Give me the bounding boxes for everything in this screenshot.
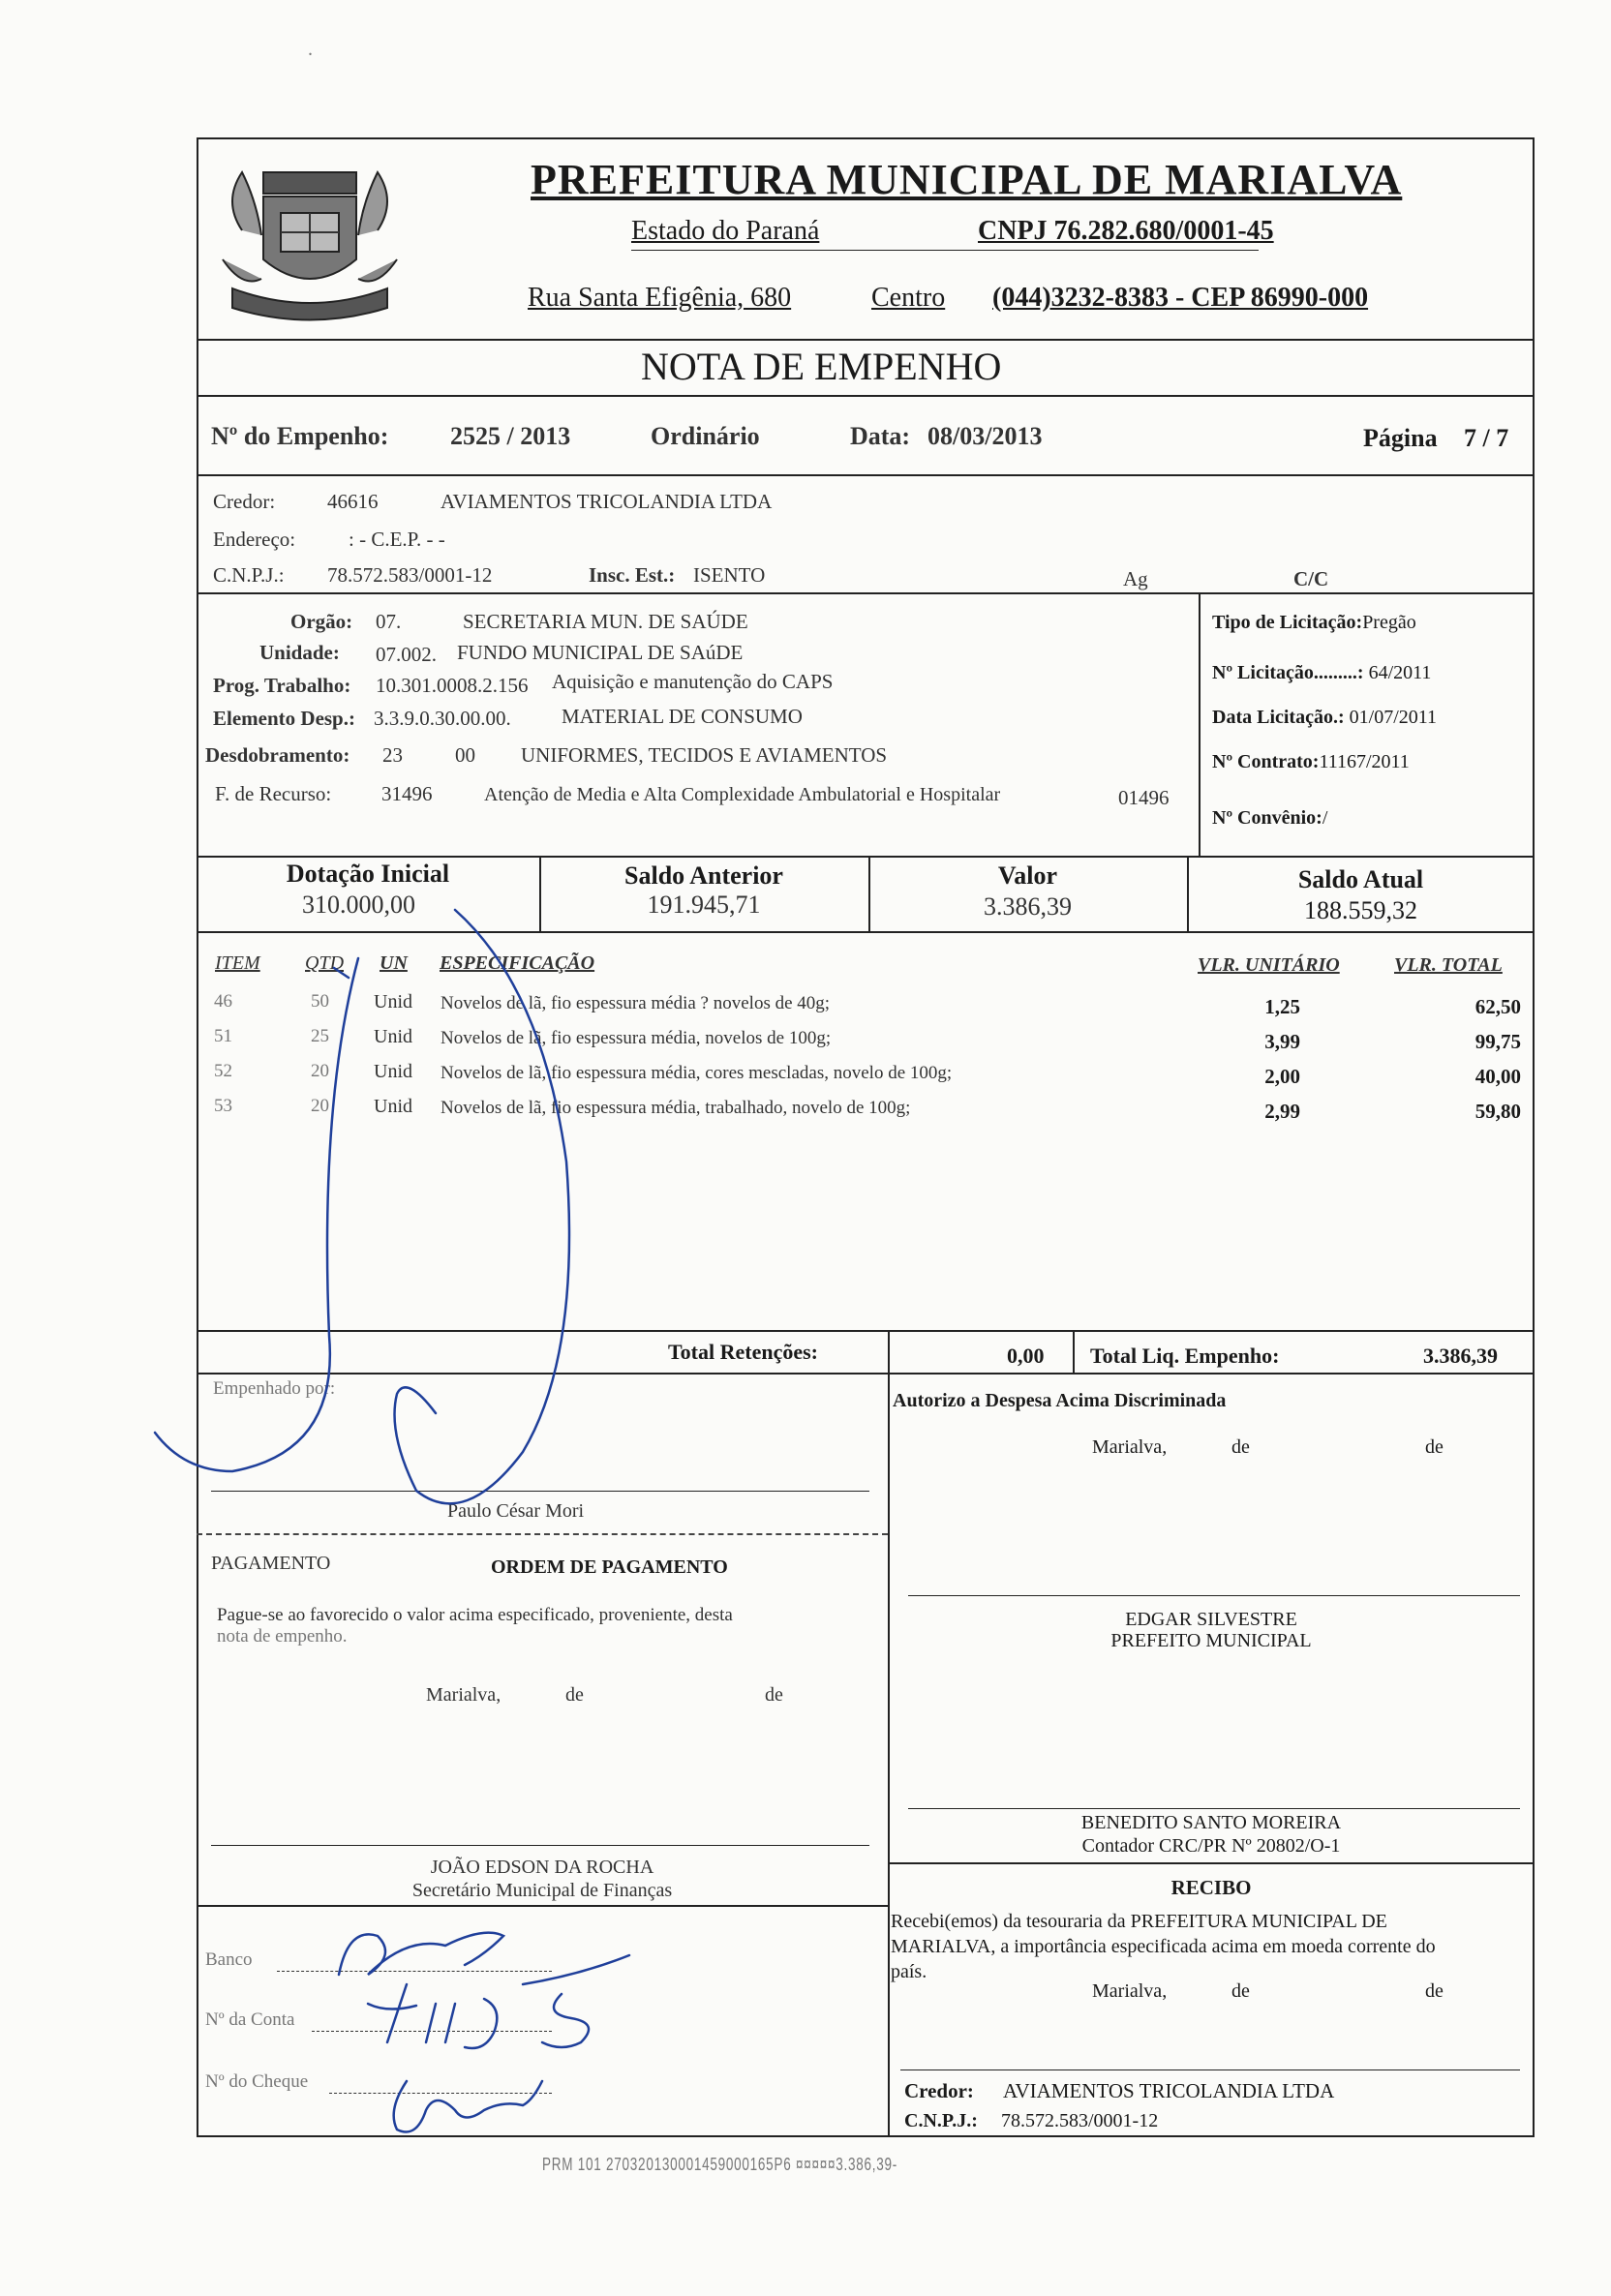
col-spec: ESPECIFICAÇÃO xyxy=(440,952,595,974)
divider xyxy=(888,1862,1535,1864)
divider xyxy=(197,592,1535,594)
total-retencoes-label: Total Retenções: xyxy=(668,1340,818,1364)
header-state: Estado do Paraná xyxy=(631,216,820,246)
conta-label: Nº da Conta xyxy=(205,2009,295,2030)
cnpj-label: C.N.P.J.: xyxy=(213,563,285,587)
recibo-text3: país. xyxy=(891,1961,927,1982)
empenho-date-label: Data: xyxy=(850,422,911,450)
col-item: ITEM xyxy=(215,952,260,974)
item-spec: Novelos de lã, fio espessura média, cores mescladas, novelo de 100g; xyxy=(441,1063,953,1083)
recibo-de1: de xyxy=(1231,1980,1250,2002)
prog-code: 10.301.0008.2.156 xyxy=(376,674,529,697)
contrato: Nº Contrato:11167/2011 xyxy=(1212,751,1410,772)
tipo-licitacao-label: Tipo de Licitação:Pregão xyxy=(1212,612,1416,633)
total-retencoes: 0,00 xyxy=(1007,1344,1045,1368)
contador-name: BENEDITO SANTO MOREIRA xyxy=(1080,1812,1342,1833)
conta-line xyxy=(312,2031,552,2032)
cheque-line xyxy=(329,2093,552,2094)
fonte-ref: 01496 xyxy=(1118,786,1170,809)
divider xyxy=(197,856,1535,858)
recibo-credor: AVIAMENTOS TRICOLANDIA LTDA xyxy=(1003,2079,1335,2102)
item-un: Unid xyxy=(374,1026,412,1047)
divider-vertical xyxy=(1199,592,1201,856)
item-qtd: 20 xyxy=(311,1096,329,1116)
saldo-atual-label: Saldo Atual xyxy=(1297,865,1424,893)
footer-code: PRM 101 270320130001459000165P6 ¤¤¤¤¤3.386,39- xyxy=(542,2155,898,2174)
table-row xyxy=(197,1057,1535,1092)
fonte-label: F. de Recurso: xyxy=(215,782,332,805)
divider xyxy=(197,1330,1535,1332)
num-licitacao: Nº Licitação.........: 64/2011 xyxy=(1212,662,1432,683)
header-title: PREFEITURA MUNICIPAL DE MARIALVA xyxy=(531,156,1403,203)
item-number: 52 xyxy=(214,1061,232,1081)
pagamento-label: PAGAMENTO xyxy=(211,1553,331,1574)
banco-label: Banco xyxy=(205,1949,253,1970)
elem-label: Elemento Desp.: xyxy=(213,707,355,730)
signature-line xyxy=(908,1808,1520,1809)
divider xyxy=(197,1905,888,1907)
credor-code: 46616 xyxy=(327,490,379,513)
recibo-text2: MARIALVA, a importância especificada acima em moeda corrente do xyxy=(891,1936,1436,1957)
pagamento-text2: nota de empenho. xyxy=(217,1626,348,1646)
elem-code: 3.3.9.0.30.00.00. xyxy=(374,707,511,730)
divider xyxy=(197,1533,888,1535)
coat-of-arms-logo xyxy=(203,143,416,337)
unidade-label: Unidade: xyxy=(259,641,340,664)
recibo-cnpj-label: C.N.P.J.: xyxy=(904,2110,978,2131)
divider xyxy=(197,1373,1535,1375)
divider xyxy=(197,339,1535,341)
divider xyxy=(197,395,1535,397)
elem-name: MATERIAL DE CONSUMO xyxy=(562,705,803,728)
secretario-role: Secretário Municipal de Finanças xyxy=(411,1880,673,1901)
autorizo-de2: de xyxy=(1425,1436,1444,1458)
item-unit-value: 3,99 xyxy=(1264,1030,1300,1053)
empenho-date: 08/03/2013 xyxy=(927,422,1043,450)
desd-code: 23 xyxy=(382,743,403,767)
header-address: Rua Santa Efigênia, 680 xyxy=(528,283,792,313)
ordem-pagamento-title: ORDEM DE PAGAMENTO xyxy=(491,1556,728,1578)
recibo-place: Marialva, xyxy=(1092,1980,1168,2002)
autorizo-place: Marialva, xyxy=(1092,1436,1168,1458)
empenho-type: Ordinário xyxy=(651,422,760,450)
data-licitacao: Data Licitação.: 01/07/2011 xyxy=(1212,707,1438,728)
orgao-label: Orgão: xyxy=(290,610,353,633)
saldo-anterior: 191.945,71 xyxy=(647,891,761,919)
item-qtd: 50 xyxy=(311,991,329,1012)
scan-mark: . xyxy=(308,39,313,60)
item-total-value: 40,00 xyxy=(1474,1065,1521,1088)
item-un: Unid xyxy=(374,1061,412,1082)
divider xyxy=(197,931,1535,933)
autorizo-title: Autorizo a Despesa Acima Discriminada xyxy=(893,1390,1227,1411)
fonte-name: Atenção de Media e Alta Complexidade Ambulatorial e Hospitalar xyxy=(484,784,1001,805)
item-number: 53 xyxy=(214,1096,232,1116)
empenhado-label: Empenhado por: xyxy=(213,1378,336,1399)
pagamento-de2: de xyxy=(765,1684,783,1706)
header-district: Centro xyxy=(871,283,946,313)
signature-line xyxy=(908,1595,1520,1596)
item-unit-value: 2,00 xyxy=(1264,1065,1300,1088)
valor: 3.386,39 xyxy=(984,892,1072,921)
item-unit-value: 1,25 xyxy=(1264,995,1300,1018)
cheque-label: Nº do Cheque xyxy=(205,2071,309,2092)
item-number: 46 xyxy=(214,991,232,1012)
credor-label: Credor: xyxy=(213,490,276,513)
col-qtd: QTD xyxy=(305,952,345,974)
unidade-code: 07.002. xyxy=(376,643,437,666)
total-liq: 3.386,39 xyxy=(1423,1344,1498,1368)
header-underline xyxy=(631,250,1259,251)
banco-line xyxy=(277,1971,552,1972)
col-un: UN xyxy=(380,952,408,974)
prefeito-name: EDGAR SILVESTRE xyxy=(1125,1609,1297,1630)
orgao-code: 07. xyxy=(376,610,402,633)
col-total: VLR. TOTAL xyxy=(1394,954,1503,976)
cc-label: C/C xyxy=(1293,567,1329,590)
pagamento-de1: de xyxy=(565,1684,584,1706)
item-un: Unid xyxy=(374,991,412,1012)
endereco-label: Endereço: xyxy=(213,528,296,551)
prog-label: Prog. Trabalho: xyxy=(213,674,351,697)
recibo-credor-label: Credor: xyxy=(904,2079,974,2102)
doc-title: NOTA DE EMPENHO xyxy=(641,345,1002,388)
dotacao-inicial-label: Dotação Inicial xyxy=(286,860,450,888)
desd-label: Desdobramento: xyxy=(205,743,350,767)
credor-cnpj: 78.572.583/0001-12 xyxy=(327,563,493,587)
divider-vertical xyxy=(1073,1330,1075,1373)
header-cnpj: CNPJ 76.282.680/0001-45 xyxy=(978,216,1274,246)
table-row xyxy=(197,1022,1535,1057)
signature-line xyxy=(900,2069,1520,2070)
total-liq-label: Total Liq. Empenho: xyxy=(1090,1344,1280,1368)
autorizo-de1: de xyxy=(1231,1436,1250,1458)
empenho-label: Nº do Empenho: xyxy=(211,422,389,450)
contador-role: Contador CRC/PR Nº 20802/O-1 xyxy=(1081,1835,1341,1857)
orgao-name: SECRETARIA MUN. DE SAÚDE xyxy=(463,610,748,633)
item-spec: Novelos de lã, fio espessura média, trabalhado, novelo de 100g; xyxy=(441,1098,911,1118)
saldo-atual: 188.559,32 xyxy=(1304,896,1417,924)
divider xyxy=(197,474,1535,476)
table-row xyxy=(197,1092,1535,1127)
recibo-cnpj: 78.572.583/0001-12 xyxy=(1001,2110,1159,2131)
unidade-name: FUNDO MUNICIPAL DE SAúDE xyxy=(457,641,744,664)
item-total-value: 59,80 xyxy=(1474,1100,1521,1123)
prefeito-role: PREFEITO MUNICIPAL xyxy=(1110,1630,1312,1651)
credor-name: AVIAMENTOS TRICOLANDIA LTDA xyxy=(441,490,773,513)
insc-value: ISENTO xyxy=(693,563,766,587)
endereco-value: : - C.E.P. - - xyxy=(349,528,445,551)
item-spec: Novelos de lã, fio espessura média ? novelos de 40g; xyxy=(441,993,831,1013)
item-spec: Novelos de lã, fio espessura média, novelos de 100g; xyxy=(441,1028,832,1048)
dotacao-inicial: 310.000,00 xyxy=(302,891,415,919)
signature-line xyxy=(211,1845,869,1846)
recibo-de2: de xyxy=(1425,1980,1444,2002)
insc-label: Insc. Est.: xyxy=(589,563,676,587)
page-number: 7 / 7 xyxy=(1464,424,1509,452)
prog-name: Aquisição e manutenção do CAPS xyxy=(552,670,834,693)
item-total-value: 99,75 xyxy=(1474,1030,1521,1053)
recibo-title: RECIBO xyxy=(1170,1876,1252,1899)
item-un: Unid xyxy=(374,1096,412,1117)
item-number: 51 xyxy=(214,1026,232,1046)
divider-vertical xyxy=(888,1373,890,2137)
secretario-name: JOÃO EDSON DA ROCHA xyxy=(430,1857,654,1878)
item-unit-value: 2,99 xyxy=(1264,1100,1300,1123)
col-unit: VLR. UNITÁRIO xyxy=(1198,954,1340,976)
ag-label: Ag xyxy=(1123,567,1148,590)
item-total-value: 62,50 xyxy=(1474,995,1521,1018)
item-qtd: 20 xyxy=(311,1061,329,1081)
signature-line xyxy=(211,1491,869,1492)
fonte-code: 31496 xyxy=(381,782,433,805)
convenio: Nº Convênio:/ xyxy=(1212,807,1328,829)
divider-vertical xyxy=(888,1330,890,1373)
pagamento-place: Marialva, xyxy=(426,1684,502,1706)
table-row xyxy=(197,987,1535,1022)
page-label: Página xyxy=(1363,424,1438,452)
empenho-number: 2525 / 2013 xyxy=(450,422,571,450)
empenhado-name: Paulo César Mori xyxy=(447,1500,585,1522)
recibo-text1: Recebi(emos) da tesouraria da PREFEITURA MUNICIPAL DE xyxy=(891,1911,1387,1932)
desd-name: UNIFORMES, TECIDOS E AVIAMENTOS xyxy=(521,743,888,767)
header-phone-cep: (044)3232-8383 - CEP 86990-000 xyxy=(992,283,1369,313)
valor-label: Valor xyxy=(997,861,1058,890)
saldo-anterior-label: Saldo Anterior xyxy=(624,861,783,890)
desd-sub: 00 xyxy=(455,743,475,767)
item-qtd: 25 xyxy=(311,1026,329,1046)
pagamento-text1: Pague-se ao favorecido o valor acima especificado, proveniente, desta xyxy=(217,1605,733,1625)
